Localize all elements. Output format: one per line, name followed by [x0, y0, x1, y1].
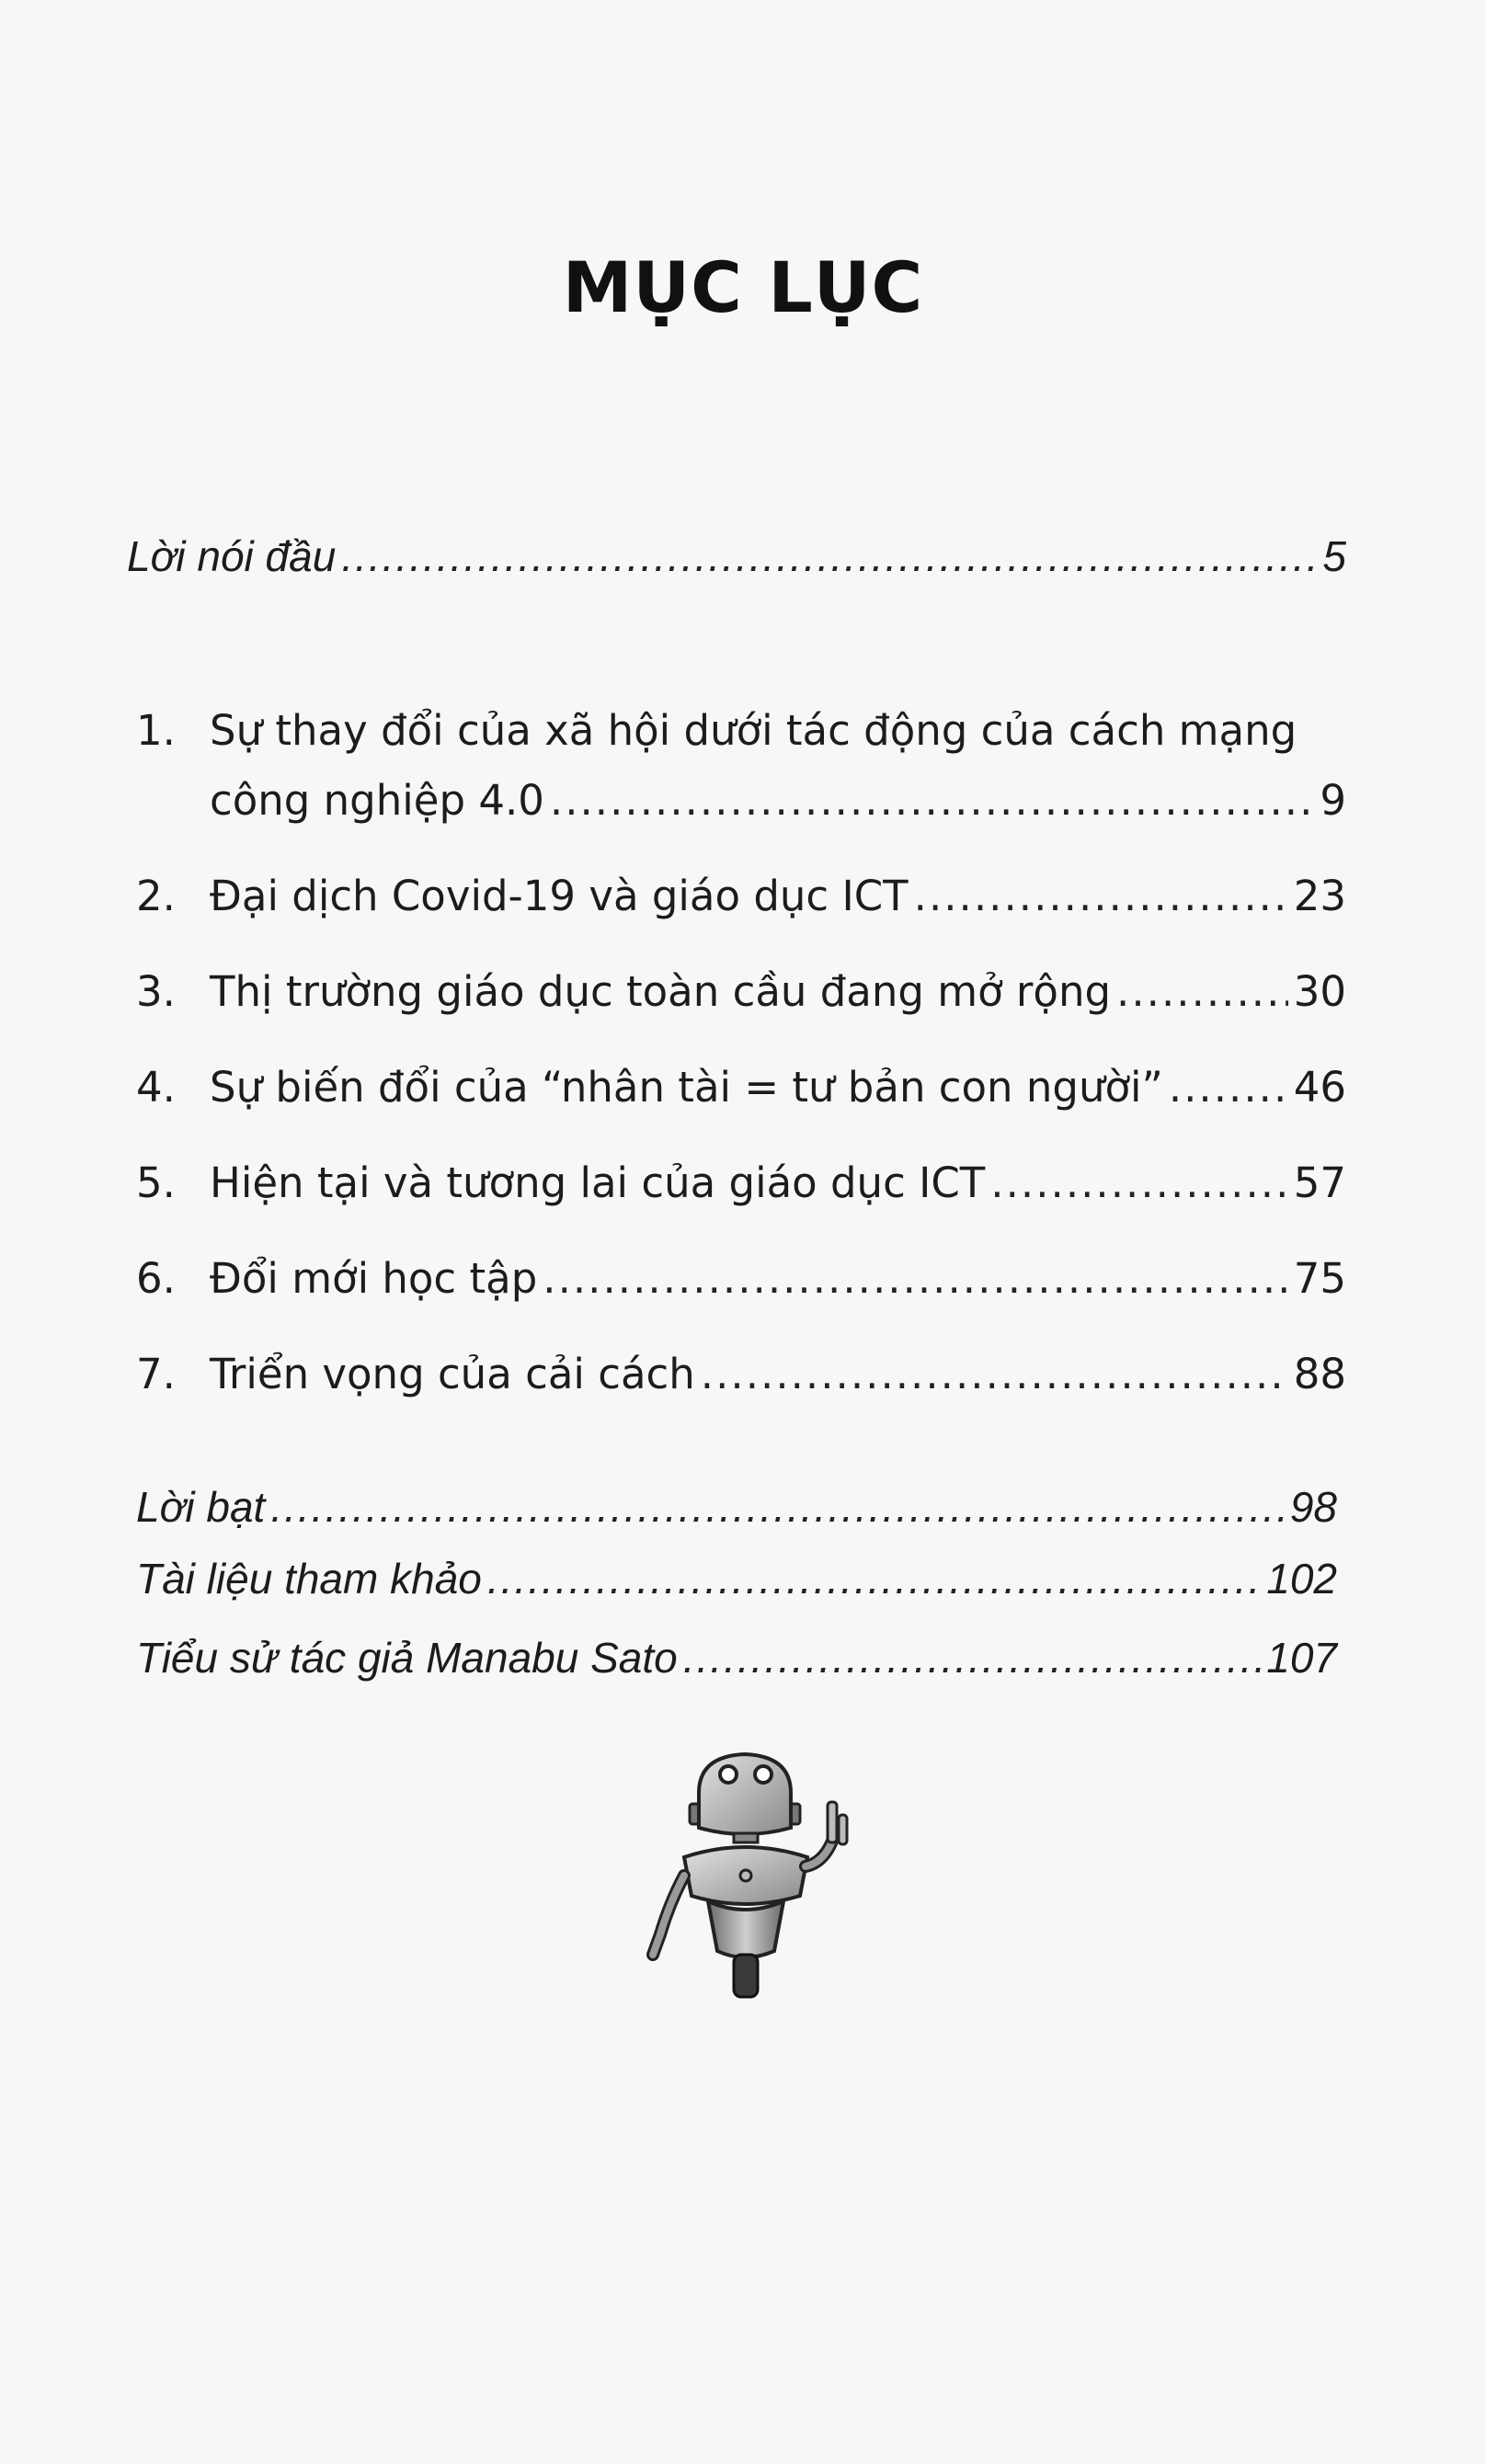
dot-leader: [487, 1554, 1261, 1603]
toc-entry-page: 98: [1289, 1483, 1337, 1531]
toc-entry-chapter-3: [210, 967, 1346, 1016]
toc-entry-page: 102: [1266, 1555, 1337, 1603]
dot-leader: [1116, 967, 1288, 1016]
robot-illustration: [644, 1738, 883, 2013]
toc-entry-chapter-4: [210, 1063, 1346, 1112]
toc-entry-label: Tài liệu tham khảo: [136, 1555, 482, 1603]
toc-entry-chapter-7: [210, 1350, 1346, 1398]
toc-entry-page: 107: [1266, 1634, 1337, 1682]
toc-entry-label: Lời bạt: [136, 1483, 266, 1531]
chapter-number: 4.: [136, 1063, 176, 1112]
toc-entry-chapter-5: [210, 1158, 1346, 1207]
toc-entry-author-bio: [136, 1633, 1337, 1683]
chapter-number: 6.: [136, 1254, 176, 1303]
dot-leader: [1169, 1063, 1288, 1112]
toc-entry-label: Sự biến đổi của “nhân tài = tư bản con người”: [210, 1063, 1163, 1112]
toc-entry-page: 57: [1293, 1158, 1346, 1207]
toc-entry-page: 23: [1293, 872, 1346, 920]
dot-leader: [341, 531, 1317, 581]
chapter-number: 3.: [136, 967, 176, 1016]
chapter-number: 1.: [136, 706, 176, 755]
dot-leader: [270, 1482, 1284, 1532]
chapter-number: 7.: [136, 1350, 176, 1398]
dot-leader: [990, 1158, 1287, 1207]
page-title: MỤC LỤC: [562, 246, 924, 328]
toc-entry-references: [136, 1554, 1337, 1603]
toc-entry-page: 30: [1293, 967, 1346, 1016]
dot-leader: [683, 1633, 1262, 1683]
dot-leader: [543, 1254, 1287, 1303]
toc-entry-chapter-6: [210, 1254, 1346, 1303]
toc-entry-label: Lời nói đầu: [127, 532, 337, 580]
chapter-number: 2.: [136, 872, 176, 920]
toc-entry-label: Đổi mới học tập: [210, 1254, 538, 1303]
toc-entry-label: công nghiệp 4.0: [210, 776, 544, 825]
toc-entry-chapter-2: [210, 872, 1346, 920]
toc-entry-label: Tiểu sử tác giả Manabu Sato: [136, 1634, 678, 1682]
dot-leader: [550, 776, 1314, 825]
toc-entry-page: 75: [1293, 1254, 1346, 1303]
toc-entry-label: Hiện tại và tương lai của giáo dục ICT: [210, 1158, 986, 1207]
toc-entry-chapter-1: [210, 776, 1346, 825]
toc-entry-label: Thị trường giáo dục toàn cầu đang mở rộng: [210, 967, 1112, 1016]
chapter-title-line: Sự thay đổi của xã hội dưới tác động của cách mạng: [210, 706, 1297, 755]
toc-entry-label: Triển vọng của cải cách: [210, 1350, 695, 1398]
toc-entry-page: 88: [1293, 1350, 1346, 1398]
dot-leader: [701, 1350, 1288, 1398]
toc-entry-page: 9: [1320, 776, 1346, 825]
toc-entry-page: 46: [1293, 1063, 1346, 1112]
chapter-number: 5.: [136, 1158, 176, 1207]
toc-entry-afterword: [136, 1482, 1337, 1532]
toc-entry-label: Đại dịch Covid-19 và giáo dục ICT: [210, 872, 909, 920]
dot-leader: [914, 872, 1288, 920]
toc-entry-page: 5: [1322, 532, 1346, 580]
toc-entry-preface: [127, 531, 1346, 581]
